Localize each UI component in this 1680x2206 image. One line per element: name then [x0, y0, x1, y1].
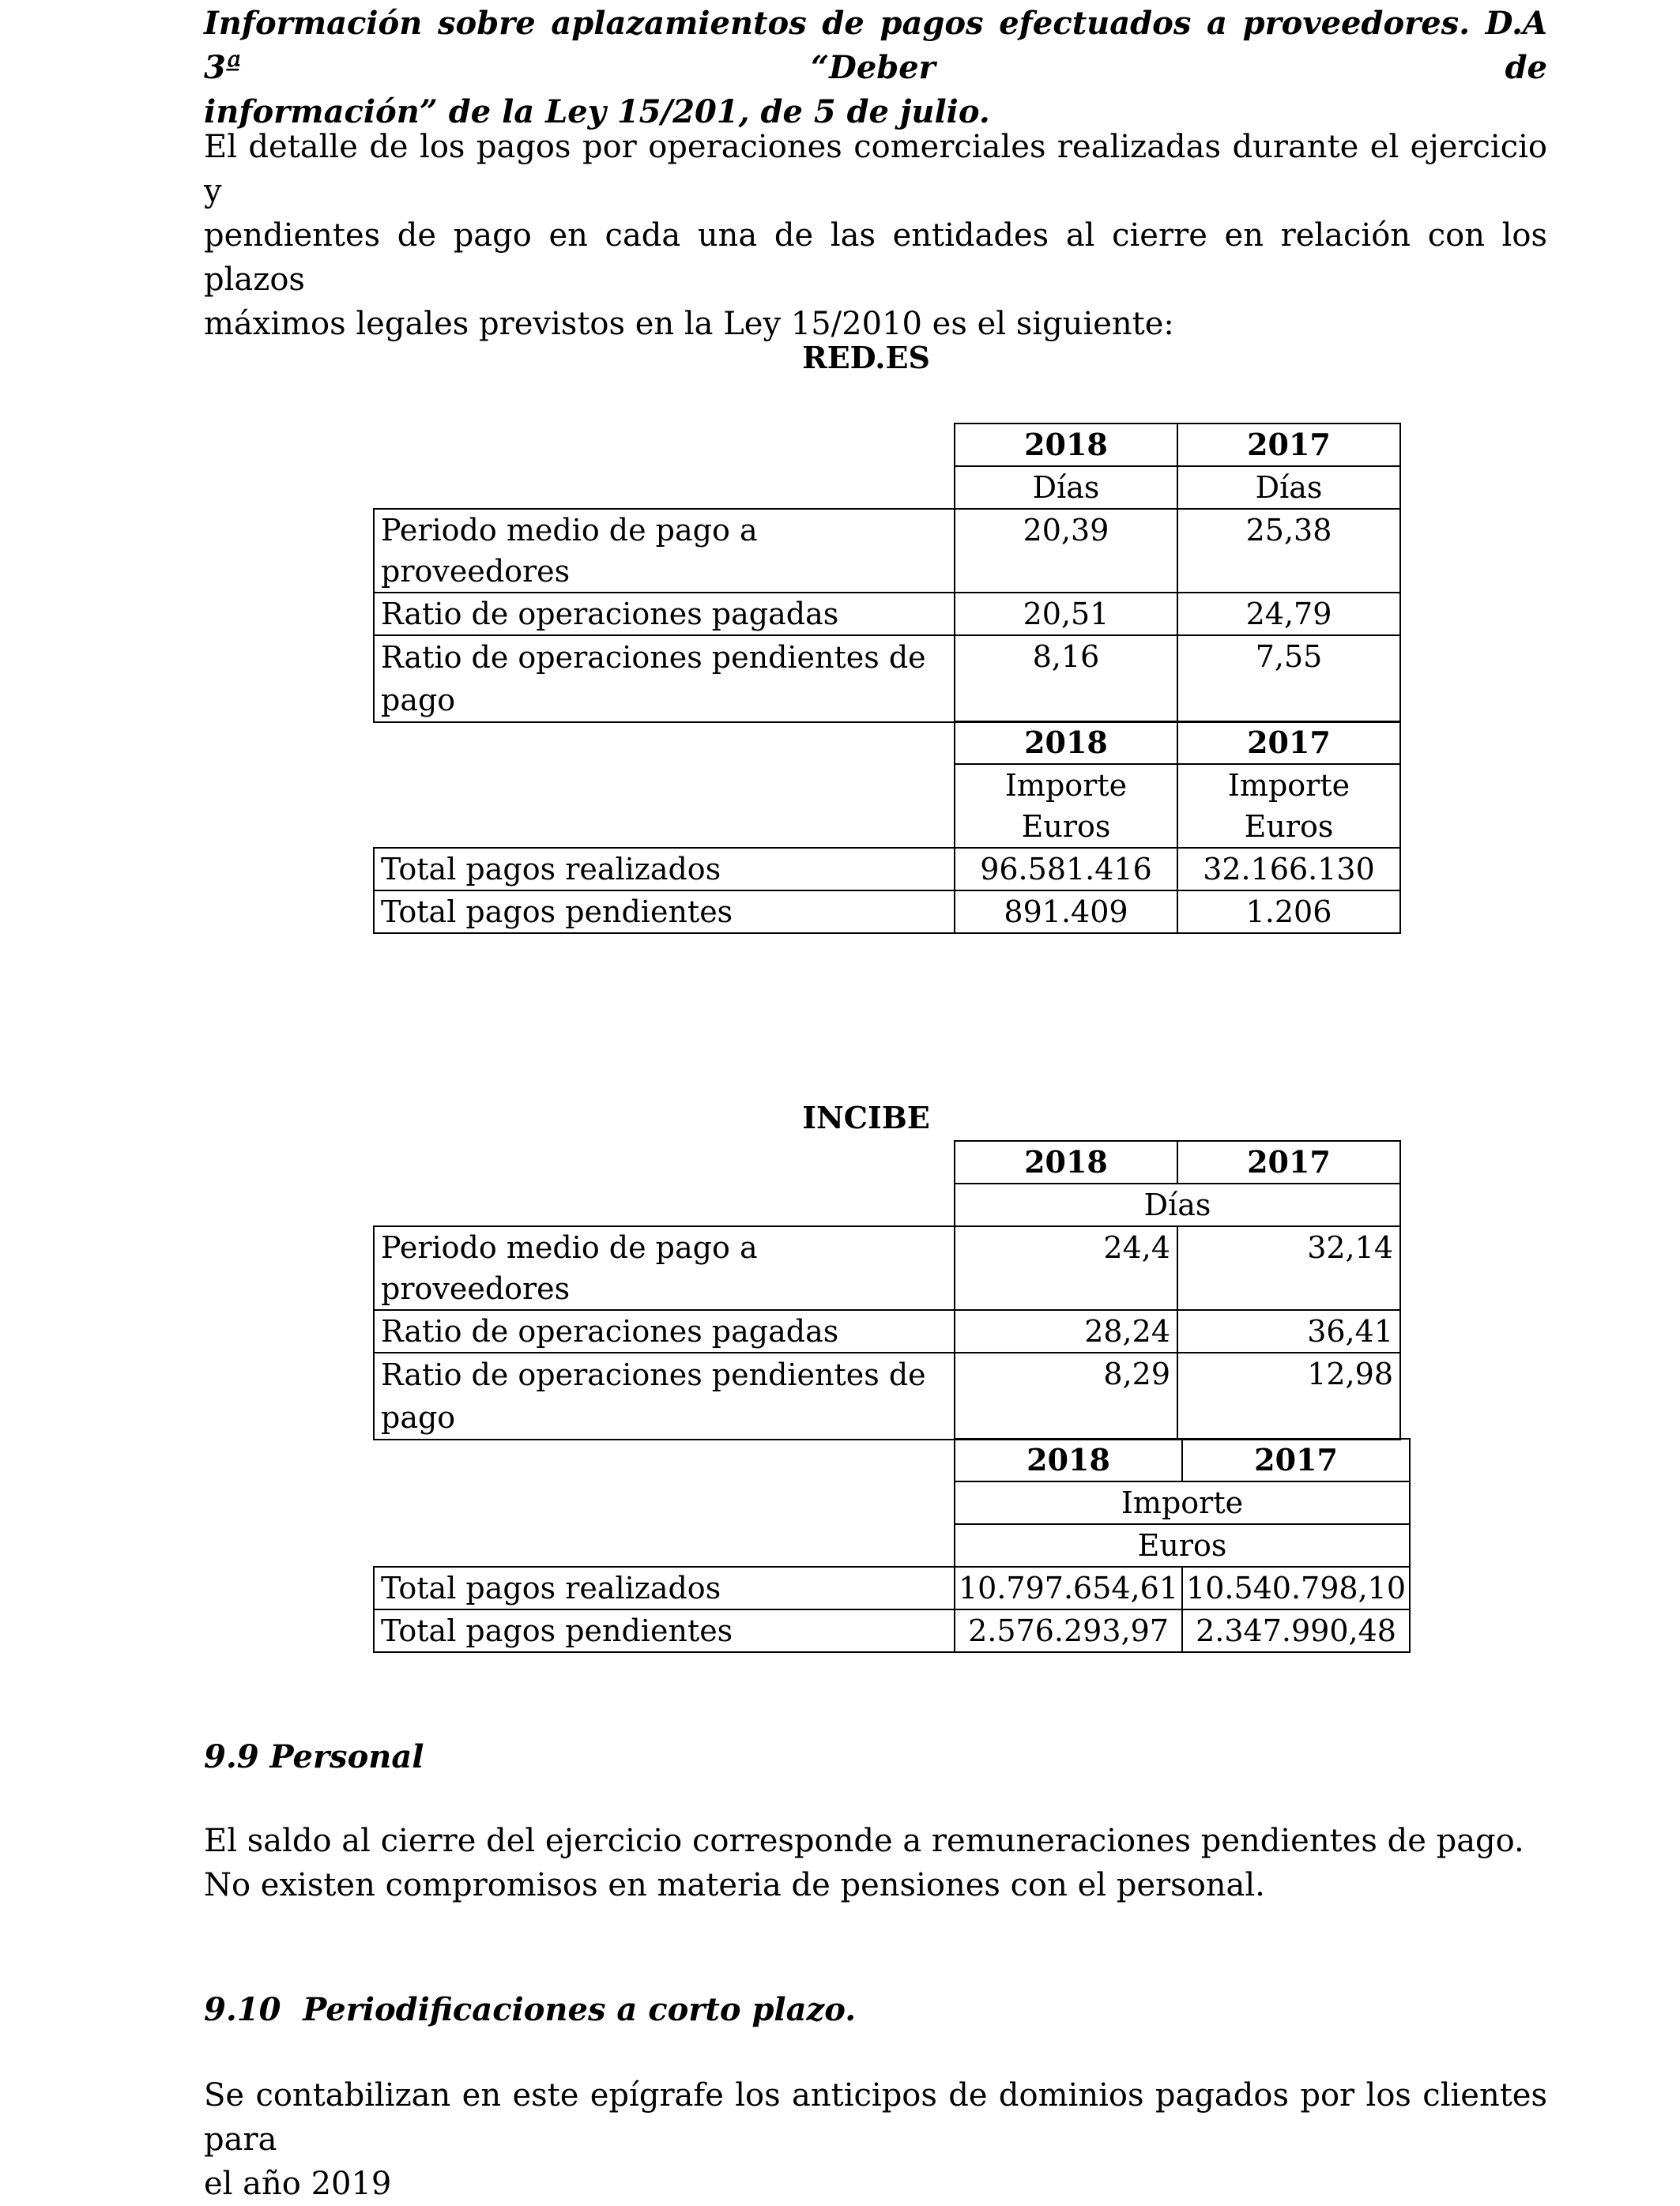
table-row: [374, 1353, 1400, 1440]
incibe-amount-unit-importe: Importe: [955, 1481, 1410, 1524]
value-2018: 20,51: [955, 593, 1177, 635]
redes-days-table: [373, 423, 1401, 723]
value-2017: 7,55: [1177, 635, 1400, 722]
periodificaciones-heading: 9.10 Periodificaciones a corto plazo.: [204, 1991, 857, 2028]
intro-para-line3: máximos legales previstos en la Ley 15/2010 es el siguiente:: [204, 306, 1174, 342]
table-row: [374, 890, 1400, 933]
redes-days-unit1: Días: [955, 466, 1177, 509]
unit-importe: Importe: [1004, 768, 1128, 803]
redes-amount-year1: 2018: [955, 721, 1177, 764]
redes-amount-unit2: [1177, 764, 1400, 848]
redes-title: RED.ES: [802, 340, 930, 375]
row-label: Periodo medio de pago a proveedores: [374, 509, 955, 593]
incibe-days-year2: 2017: [1177, 1141, 1400, 1184]
row-label: Ratio de operaciones pagadas: [374, 593, 955, 635]
table-row: [374, 764, 1400, 848]
table-row: [374, 848, 1400, 890]
table-row: [374, 1481, 1410, 1524]
incibe-amount-table: [373, 1438, 1411, 1653]
value-2017: 36,41: [1177, 1310, 1400, 1353]
table-row: [374, 593, 1400, 635]
value-2018: 20,39: [955, 509, 1177, 593]
incibe-amount-year2: 2017: [1182, 1439, 1410, 1481]
personal-paragraph: [204, 1819, 1547, 1907]
value-2017: 32.166.130: [1177, 848, 1400, 890]
value-2017: 32,14: [1177, 1226, 1400, 1310]
incibe-title: INCIBE: [802, 1100, 930, 1135]
value-2017: 12,98: [1177, 1353, 1400, 1440]
value-2018: 96.581.416: [955, 848, 1177, 890]
redes-days-unit2: Días: [1177, 466, 1400, 509]
row-label: Periodo medio de pago a proveedores: [374, 1226, 955, 1310]
row-label: Ratio de operaciones pendientes de pago: [374, 635, 955, 722]
table-row: [374, 1226, 1400, 1310]
row-label: Total pagos realizados: [374, 848, 955, 890]
table-row: [374, 509, 1400, 593]
redes-days-year2: 2017: [1177, 424, 1400, 466]
table-row: [374, 635, 1400, 722]
intro-paragraph: [204, 125, 1547, 346]
personal-line1: El saldo al cierre del ejercicio corresponde a remuneraciones pendientes de pago.: [204, 1823, 1524, 1859]
incibe-amount-unit-euros: Euros: [955, 1524, 1410, 1567]
periodificaciones-line2: el año 2019: [204, 2166, 392, 2202]
table-row: [374, 1439, 1410, 1481]
unit-importe: Importe: [1227, 768, 1350, 803]
value-2018: 8,16: [955, 635, 1177, 722]
intro-heading-line1: Información sobre aplazamientos de pagos efectuados a proveedores. D.A 3ª “Deber de: [204, 5, 1547, 86]
incibe-days-year1: 2018: [955, 1141, 1177, 1184]
redes-days-year1: 2018: [955, 424, 1177, 466]
unit-euros: Euros: [1021, 809, 1111, 844]
table-row: [374, 424, 1400, 466]
intro-heading: [204, 2, 1547, 134]
value-2017: 25,38: [1177, 509, 1400, 593]
table-row: [374, 1184, 1400, 1226]
intro-heading-line2: información” de la Ley 15/201, de 5 de julio.: [204, 93, 990, 130]
unit-euros: Euros: [1244, 809, 1334, 844]
row-label: Total pagos realizados: [374, 1567, 955, 1609]
redes-amount-table: [373, 721, 1401, 934]
value-2018: 10.797.654,61: [955, 1567, 1182, 1609]
value-2018: 24,4: [955, 1226, 1177, 1310]
intro-para-line2: pendientes de pago en cada una de las entidades al cierre en relación con los plazos: [204, 217, 1547, 298]
periodificaciones-line1: Se contabilizan en este epígrafe los anticipos de dominios pagados por los clientes para: [204, 2077, 1547, 2158]
incibe-days-table: [373, 1140, 1401, 1440]
value-2017: 24,79: [1177, 593, 1400, 635]
intro-para-line1: El detalle de los pagos por operaciones comerciales realizadas durante el ejercicio y: [204, 129, 1547, 209]
personal-heading: 9.9 Personal: [204, 1738, 424, 1775]
table-row: [374, 1567, 1410, 1609]
value-2018: 8,29: [955, 1353, 1177, 1440]
personal-line2: No existen compromisos en materia de pensiones con el personal.: [204, 1867, 1265, 1903]
periodificaciones-paragraph: [204, 2073, 1547, 2206]
incibe-amount-year1: 2018: [955, 1439, 1182, 1481]
table-row: [374, 721, 1400, 764]
row-label: Total pagos pendientes: [374, 890, 955, 933]
row-label: Ratio de operaciones pendientes de pago: [374, 1353, 955, 1440]
value-2017: 10.540.798,10: [1182, 1567, 1410, 1609]
row-label: Ratio de operaciones pagadas: [374, 1310, 955, 1353]
redes-amount-year2: 2017: [1177, 721, 1400, 764]
redes-amount-unit1: [955, 764, 1177, 848]
value-2018: 891.409: [955, 890, 1177, 933]
table-row: [374, 1310, 1400, 1353]
table-row: [374, 1609, 1410, 1652]
value-2017: 1.206: [1177, 890, 1400, 933]
incibe-days-unit: Días: [955, 1184, 1400, 1226]
value-2018: 28,24: [955, 1310, 1177, 1353]
row-label: Total pagos pendientes: [374, 1609, 955, 1652]
table-row: [374, 1141, 1400, 1184]
value-2018: 2.576.293,97: [955, 1609, 1182, 1652]
value-2017: 2.347.990,48: [1182, 1609, 1410, 1652]
table-row: [374, 1524, 1410, 1567]
table-row: [374, 466, 1400, 509]
